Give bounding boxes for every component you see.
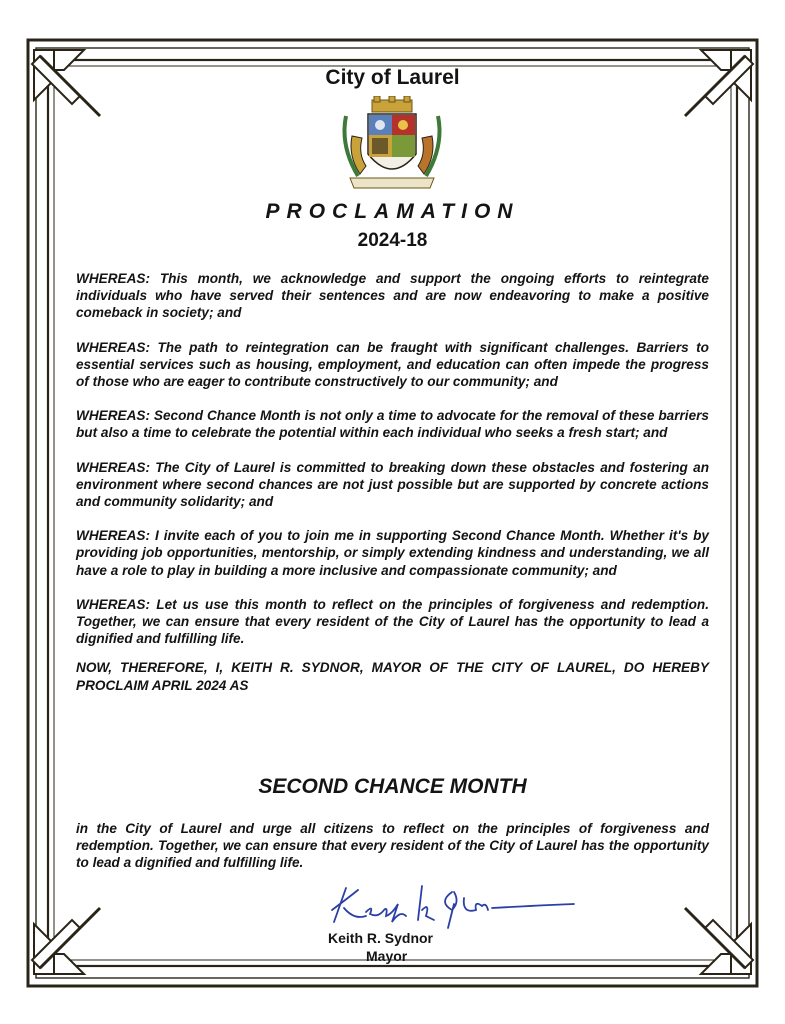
month-title: SECOND CHANCE MONTH — [258, 775, 527, 798]
whereas-clauses — [76, 270, 709, 711]
whereas-clause: WHEREAS: The path to reintegration can be fraught with significant challenges. Barriers to essential services such as housing, employment, and education can often impede the progress of those who are eager to contribute constructively to our community; and — [76, 339, 709, 390]
proclaim-statement: NOW, THEREFORE, I, KEITH R. SYDNOR, MAYOR OF THE CITY OF LAUREL, DO HEREBY PROCLAIM APRIL 2024 AS — [76, 660, 709, 693]
whereas-clause: WHEREAS: This month, we acknowledge and support the ongoing efforts to reintegrate individuals who have served their sentences and are now endeavoring to make a positive comeback in society; and — [76, 271, 709, 321]
whereas-clause: WHEREAS: Second Chance Month is not only a time to advocate for the removal of these barriers but also a time to celebrate the potential within each individual who seeks a fresh start; and — [76, 408, 709, 441]
whereas-clause: WHEREAS: Let us use this month to reflect on the principles of forgiveness and redemption. Together, we can ensure that every resident of the City of Laurel has the opportunity to lead a dignified and fulfilling life. — [76, 596, 709, 647]
mayor-signature — [326, 880, 586, 930]
signer-title: Mayor — [366, 948, 408, 964]
proclamation-number: 2024-18 — [357, 230, 428, 251]
city-seal — [338, 96, 446, 192]
corner-ornament-bottom-right — [685, 908, 753, 974]
proclamation-title: PROCLAMATION — [265, 200, 520, 223]
closing-paragraph: in the City of Laurel and urge all citizens to reflect on the principles of forgiveness and redemption. Together, we can ensure that every resident of the City of Laurel has the opportunity to lead a dignified and fulfilling life. — [76, 821, 709, 871]
whereas-clause: WHEREAS: I invite each of you to join me in supporting Second Chance Month. Whether it's by providing job opportunities, mentorship, or simply extending kindness and understanding, we all have a role to play in building a more inclusive and compassionate community; and — [76, 528, 709, 578]
signer-name: Keith R. Sydnor — [328, 930, 434, 946]
city-title: City of Laurel — [325, 66, 460, 89]
whereas-clause: WHEREAS: The City of Laurel is committed to breaking down these obstacles and fostering an environment where second chances are not just possible but are supported by concrete actions and community solidarity; and — [76, 459, 709, 510]
corner-ornament-bottom-left — [32, 908, 100, 974]
